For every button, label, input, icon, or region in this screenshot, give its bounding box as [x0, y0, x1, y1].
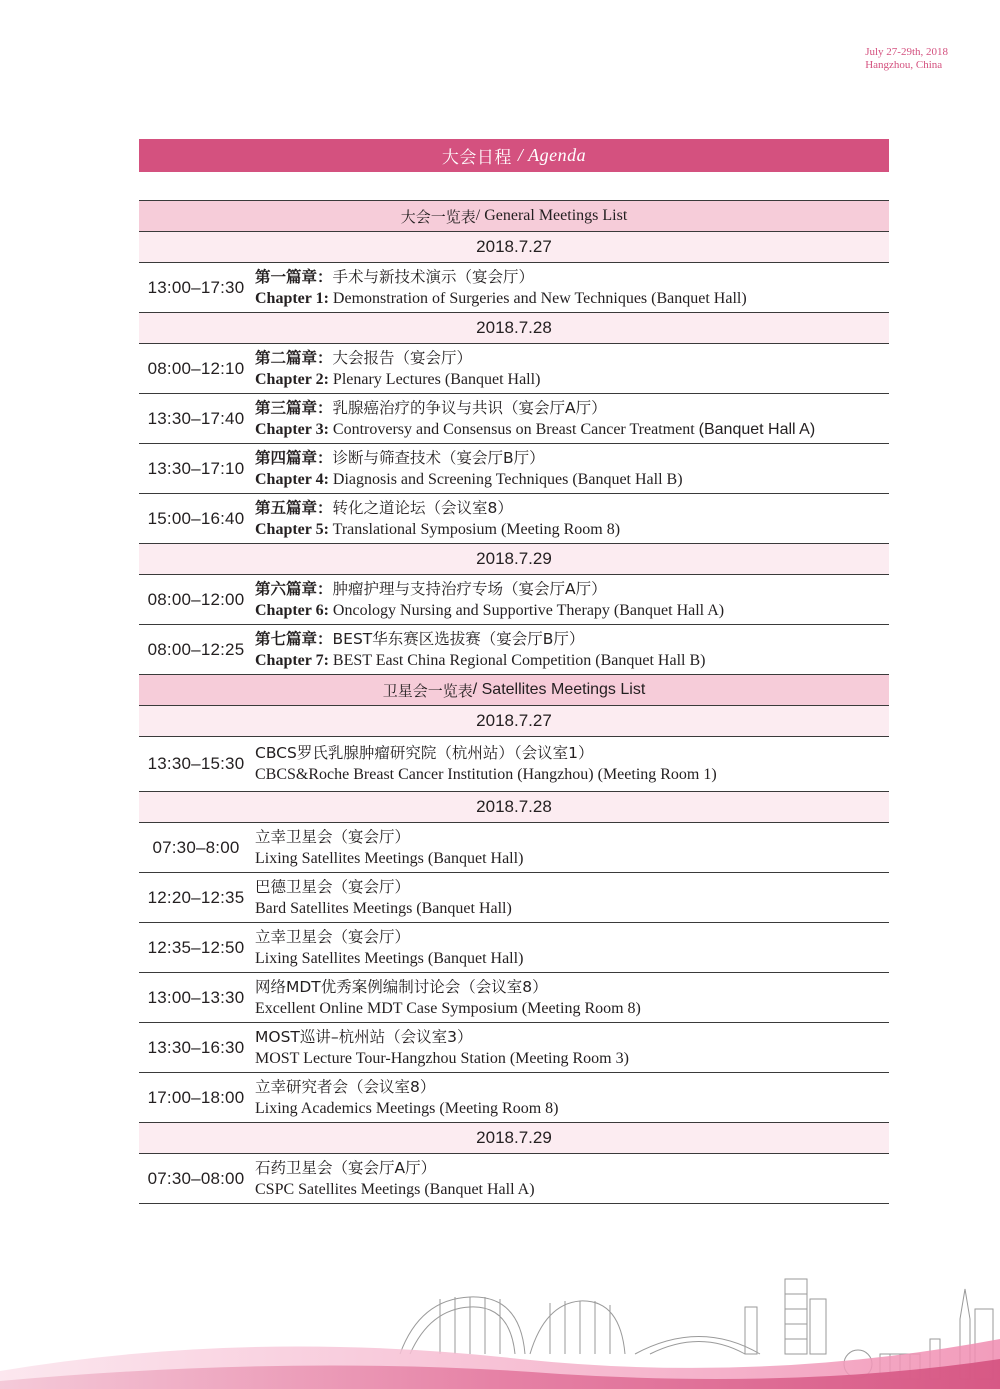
session-name-en: Diagnosis and Screening Techniques (Banquet Hall B) — [328, 470, 683, 488]
schedule-row — [139, 737, 889, 792]
session-title-en — [255, 600, 889, 621]
session-title-cn — [255, 579, 889, 600]
chapter-label-cn: 第六篇章： — [255, 579, 333, 598]
satellite-meetings-title-en: / Satellites Meetings List — [472, 681, 646, 698]
session-description — [253, 629, 889, 671]
session-description — [253, 743, 889, 785]
schedule-row — [139, 1023, 889, 1073]
session-name-en: Oncology Nursing and Supportive Therapy (Banquet Hall A) — [328, 601, 725, 619]
session-time: 08:00–12:25 — [147, 639, 245, 659]
session-time: 13:00–17:30 — [147, 277, 245, 297]
session-time: 07:30–08:00 — [147, 1168, 245, 1188]
session-name-cn: 手术与新技术演示（宴会厅） — [332, 267, 535, 286]
date-row: 2018.7.28 — [139, 313, 889, 344]
session-title-en: Lixing Academics Meetings (Meeting Room 8) — [255, 1099, 559, 1117]
satellite-meetings-title-cn: 卫星会一览表 — [382, 681, 473, 700]
session-time: 15:00–16:40 — [147, 508, 245, 528]
session-name-cn: 大会报告（宴会厅） — [332, 348, 473, 367]
chapter-label-cn: 第四篇章： — [255, 448, 333, 467]
session-title-cn: 立幸卫星会（宴会厅） — [255, 927, 411, 946]
general-meetings-title-cn: 大会一览表 — [400, 207, 476, 226]
agenda-table — [139, 200, 889, 1204]
session-name-cn: 乳腺癌治疗的争议与共识（宴会厅A厅） — [332, 398, 607, 417]
session-time: 08:00–12:10 — [147, 358, 245, 378]
session-description — [253, 579, 889, 621]
schedule-row — [139, 1154, 889, 1204]
session-title-cn — [255, 267, 889, 288]
satellite-meetings-header — [139, 675, 889, 706]
session-description — [253, 977, 889, 1019]
hangzhou-skyline-illustration — [0, 1259, 1000, 1389]
session-time: 17:00–18:00 — [147, 1087, 245, 1107]
session-description — [253, 1027, 889, 1069]
session-name-cn: BEST华东赛区选拔赛（宴会厅B厅） — [332, 629, 585, 648]
schedule-row — [139, 923, 889, 973]
schedule-row — [139, 973, 889, 1023]
agenda-banner — [139, 139, 889, 172]
session-time: 07:30–8:00 — [152, 837, 240, 857]
session-title-en: Lixing Satellites Meetings (Banquet Hall) — [255, 949, 524, 967]
date-row: 2018.7.29 — [139, 544, 889, 575]
event-meta — [865, 46, 948, 72]
session-description — [253, 927, 889, 969]
session-time: 12:20–12:35 — [147, 887, 245, 907]
schedule-row — [139, 625, 889, 675]
session-title-cn: 立幸卫星会（宴会厅） — [255, 827, 411, 846]
chapter-label-cn: 第七篇章： — [255, 629, 333, 648]
session-title-en: Bard Satellites Meetings (Banquet Hall) — [255, 899, 512, 917]
chapter-label-en: Chapter 3: — [255, 420, 329, 438]
session-title-cn — [255, 498, 889, 519]
session-description — [253, 1077, 889, 1119]
session-title-en — [255, 519, 889, 540]
chapter-label-en: Chapter 7: — [255, 651, 329, 669]
event-location: Hangzhou, China — [865, 59, 943, 71]
date-row: 2018.7.28 — [139, 792, 889, 823]
session-title-en: CBCS&Roche Breast Cancer Institution (Hangzhou) (Meeting Room 1) — [255, 766, 717, 783]
session-description — [253, 267, 889, 309]
schedule-row — [139, 344, 889, 394]
general-meetings-body — [139, 232, 889, 675]
session-title-en: CSPC Satellites Meetings (Banquet Hall A) — [255, 1180, 535, 1198]
date-row: 2018.7.27 — [139, 232, 889, 263]
session-name-en: Controversy and Consensus on Breast Cancer Treatment — [328, 420, 699, 438]
session-title-cn — [255, 398, 889, 419]
session-title-cn — [255, 348, 889, 369]
schedule-row — [139, 873, 889, 923]
session-title-en: Excellent Online MDT Case Symposium (Meeting Room 8) — [255, 999, 641, 1017]
schedule-row — [139, 575, 889, 625]
session-name-en: BEST East China Regional Competition (Banquet Hall B) — [328, 651, 706, 669]
chapter-label-en: Chapter 2: — [255, 370, 329, 388]
session-description — [253, 498, 889, 540]
schedule-row — [139, 494, 889, 544]
session-description — [253, 827, 889, 869]
satellite-meetings-body — [139, 706, 889, 1204]
session-title-cn: CBCS罗氏乳腺肿瘤研究院（杭州站）（会议室1） — [255, 744, 594, 762]
session-description — [253, 448, 889, 490]
session-name-en: Demonstration of Surgeries and New Techniques (Banquet Hall) — [328, 289, 747, 307]
schedule-row — [139, 444, 889, 494]
general-meetings-header — [139, 201, 889, 232]
agenda-title-en: / Agenda — [517, 145, 587, 165]
chapter-label-en: Chapter 4: — [255, 470, 329, 488]
session-title-cn: 网络MDT优秀案例编制讨论会（会议室8） — [255, 977, 548, 996]
chapter-label-en: Chapter 1: — [255, 289, 329, 307]
session-time: 13:30–17:10 — [147, 458, 245, 478]
event-dates: July 27-29th, 2018 — [865, 46, 948, 58]
general-meetings-title-en: / General Meetings List — [475, 207, 628, 224]
session-time: 12:35–12:50 — [147, 937, 245, 957]
session-name-cn: 转化之道论坛（会议室8） — [332, 498, 513, 517]
session-time: 13:30–15:30 — [147, 754, 245, 773]
chapter-label-en: Chapter 6: — [255, 601, 329, 619]
session-name-en: Translational Symposium (Meeting Room 8) — [328, 520, 621, 538]
date-row: 2018.7.27 — [139, 706, 889, 737]
session-title-en — [255, 650, 889, 671]
session-name-cn: 肿瘤护理与支持治疗专场（宴会厅A厅） — [332, 579, 607, 598]
session-description — [253, 348, 889, 390]
session-title-cn: 石药卫星会（宴会厅A厅） — [255, 1158, 437, 1177]
chapter-label-cn: 第五篇章： — [255, 498, 333, 517]
session-name-cn: 诊断与筛查技术（宴会厅B厅） — [332, 448, 545, 467]
session-description — [253, 1158, 889, 1200]
date-row: 2018.7.29 — [139, 1123, 889, 1154]
session-title-en: MOST Lecture Tour-Hangzhou Station (Meeting Room 3) — [255, 1049, 629, 1067]
session-title-cn: 巴德卫星会（宴会厅） — [255, 877, 411, 896]
session-title-cn: 立幸研究者会（会议室8） — [255, 1077, 436, 1096]
session-description — [253, 398, 889, 440]
session-time: 13:00–13:30 — [147, 987, 245, 1007]
session-venue-en: (Banquet Hall A) — [698, 420, 816, 438]
session-time: 13:30–17:40 — [147, 408, 245, 428]
session-title-cn: MOST巡讲–杭州站（会议室3） — [255, 1027, 473, 1046]
schedule-row — [139, 263, 889, 313]
chapter-label-cn: 第三篇章： — [255, 398, 333, 417]
session-title-en: Lixing Satellites Meetings (Banquet Hall) — [255, 849, 524, 867]
session-title-en — [255, 419, 889, 440]
schedule-row — [139, 394, 889, 444]
chapter-label-en: Chapter 5: — [255, 520, 329, 538]
session-time: 13:30–16:30 — [147, 1037, 245, 1057]
session-title-cn — [255, 448, 889, 469]
session-time: 08:00–12:00 — [147, 589, 245, 609]
agenda-title-cn: 大会日程 — [441, 148, 512, 168]
schedule-row — [139, 1073, 889, 1123]
chapter-label-cn: 第二篇章： — [255, 348, 333, 367]
session-title-en — [255, 288, 889, 309]
session-title-cn — [255, 629, 889, 650]
session-title-en — [255, 469, 889, 490]
chapter-label-cn: 第一篇章： — [255, 267, 333, 286]
session-description — [253, 877, 889, 919]
session-name-en: Plenary Lectures (Banquet Hall) — [328, 370, 541, 388]
schedule-row — [139, 823, 889, 873]
session-title-en — [255, 369, 889, 390]
